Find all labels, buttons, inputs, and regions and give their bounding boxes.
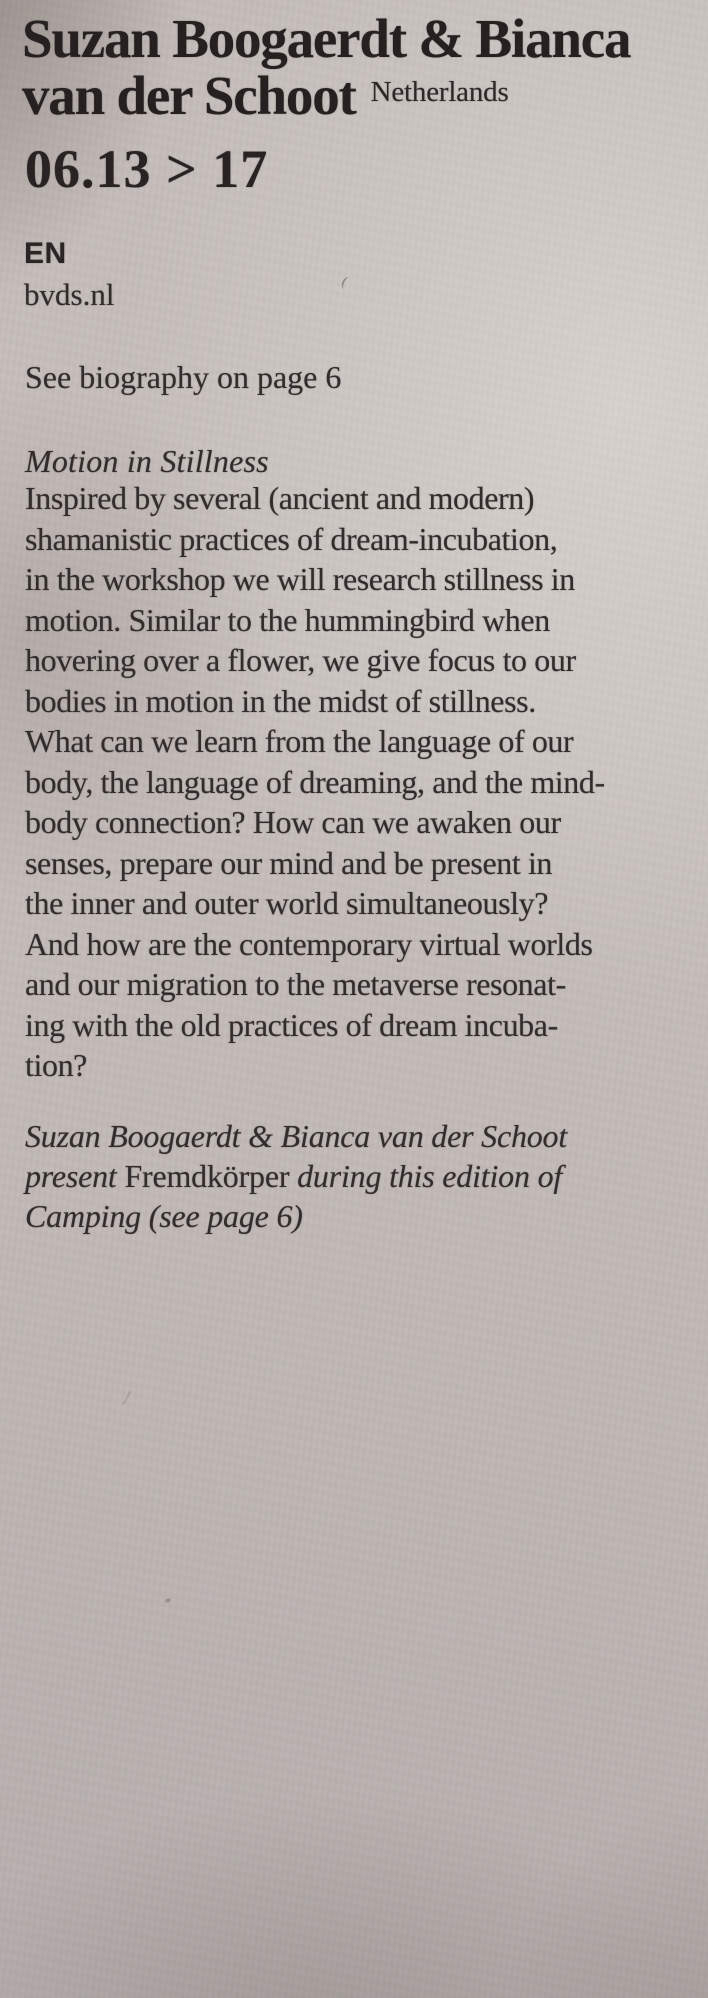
artist-title-line2: van der Schoot	[22, 65, 356, 126]
presentation-note-prefix: present	[25, 1158, 117, 1194]
workshop-description	[25, 478, 708, 1086]
description-line: bodies in motion in the midst of stillness.	[25, 682, 536, 719]
artist-title-line1: Suzan Boogaerdt & Bianca	[22, 8, 631, 69]
paper-mark	[123, 1390, 132, 1404]
website-url: bvds.nl	[24, 277, 115, 312]
description-line: motion. Similar to the hummingbird when	[25, 601, 550, 638]
description-line: tion?	[25, 1047, 87, 1083]
description-line: ing with the old practices of dream incuba-	[25, 1006, 558, 1043]
language-code: EN	[24, 237, 67, 270]
description-line: body connection? How can we awaken our	[25, 804, 561, 840]
description-line: and our migration to the metaverse resonat-	[25, 966, 566, 1002]
paper-speck	[165, 1597, 171, 1603]
presentation-note-suffix: during this edition of	[297, 1158, 563, 1194]
description-line: in the workshop we will research stillness in	[25, 561, 575, 597]
presentation-note	[25, 1116, 705, 1236]
description-line: body, the language of dreaming, and the mind-	[25, 763, 605, 800]
workshop-title: Motion in Stillness	[25, 443, 269, 479]
presentation-note-line3: Camping (see page 6)	[25, 1198, 303, 1234]
presentation-note-line2	[25, 1156, 705, 1196]
description-line: What can we learn from the language of our	[25, 723, 574, 759]
biography-note: See biography on page 6	[25, 359, 342, 395]
description-line: senses, prepare our mind and be present in	[25, 844, 553, 881]
work-name: Fremdkörper	[124, 1158, 290, 1194]
artist-title	[22, 10, 708, 134]
description-line: Inspired by several (ancient and modern)	[25, 480, 535, 516]
country-label: Netherlands	[370, 76, 509, 108]
date-range: 06.13 > 17	[25, 139, 269, 199]
presentation-note-line1: Suzan Boogaerdt & Bianca van der Schoot	[25, 1118, 568, 1154]
description-line: the inner and outer world simultaneously?	[25, 885, 549, 921]
description-line: And how are the contemporary virtual worlds	[25, 925, 593, 962]
paper-mark	[340, 276, 354, 292]
description-line: hovering over a flower, we give focus to our	[25, 642, 576, 678]
description-line: shamanistic practices of dream-incubation,	[25, 520, 558, 557]
